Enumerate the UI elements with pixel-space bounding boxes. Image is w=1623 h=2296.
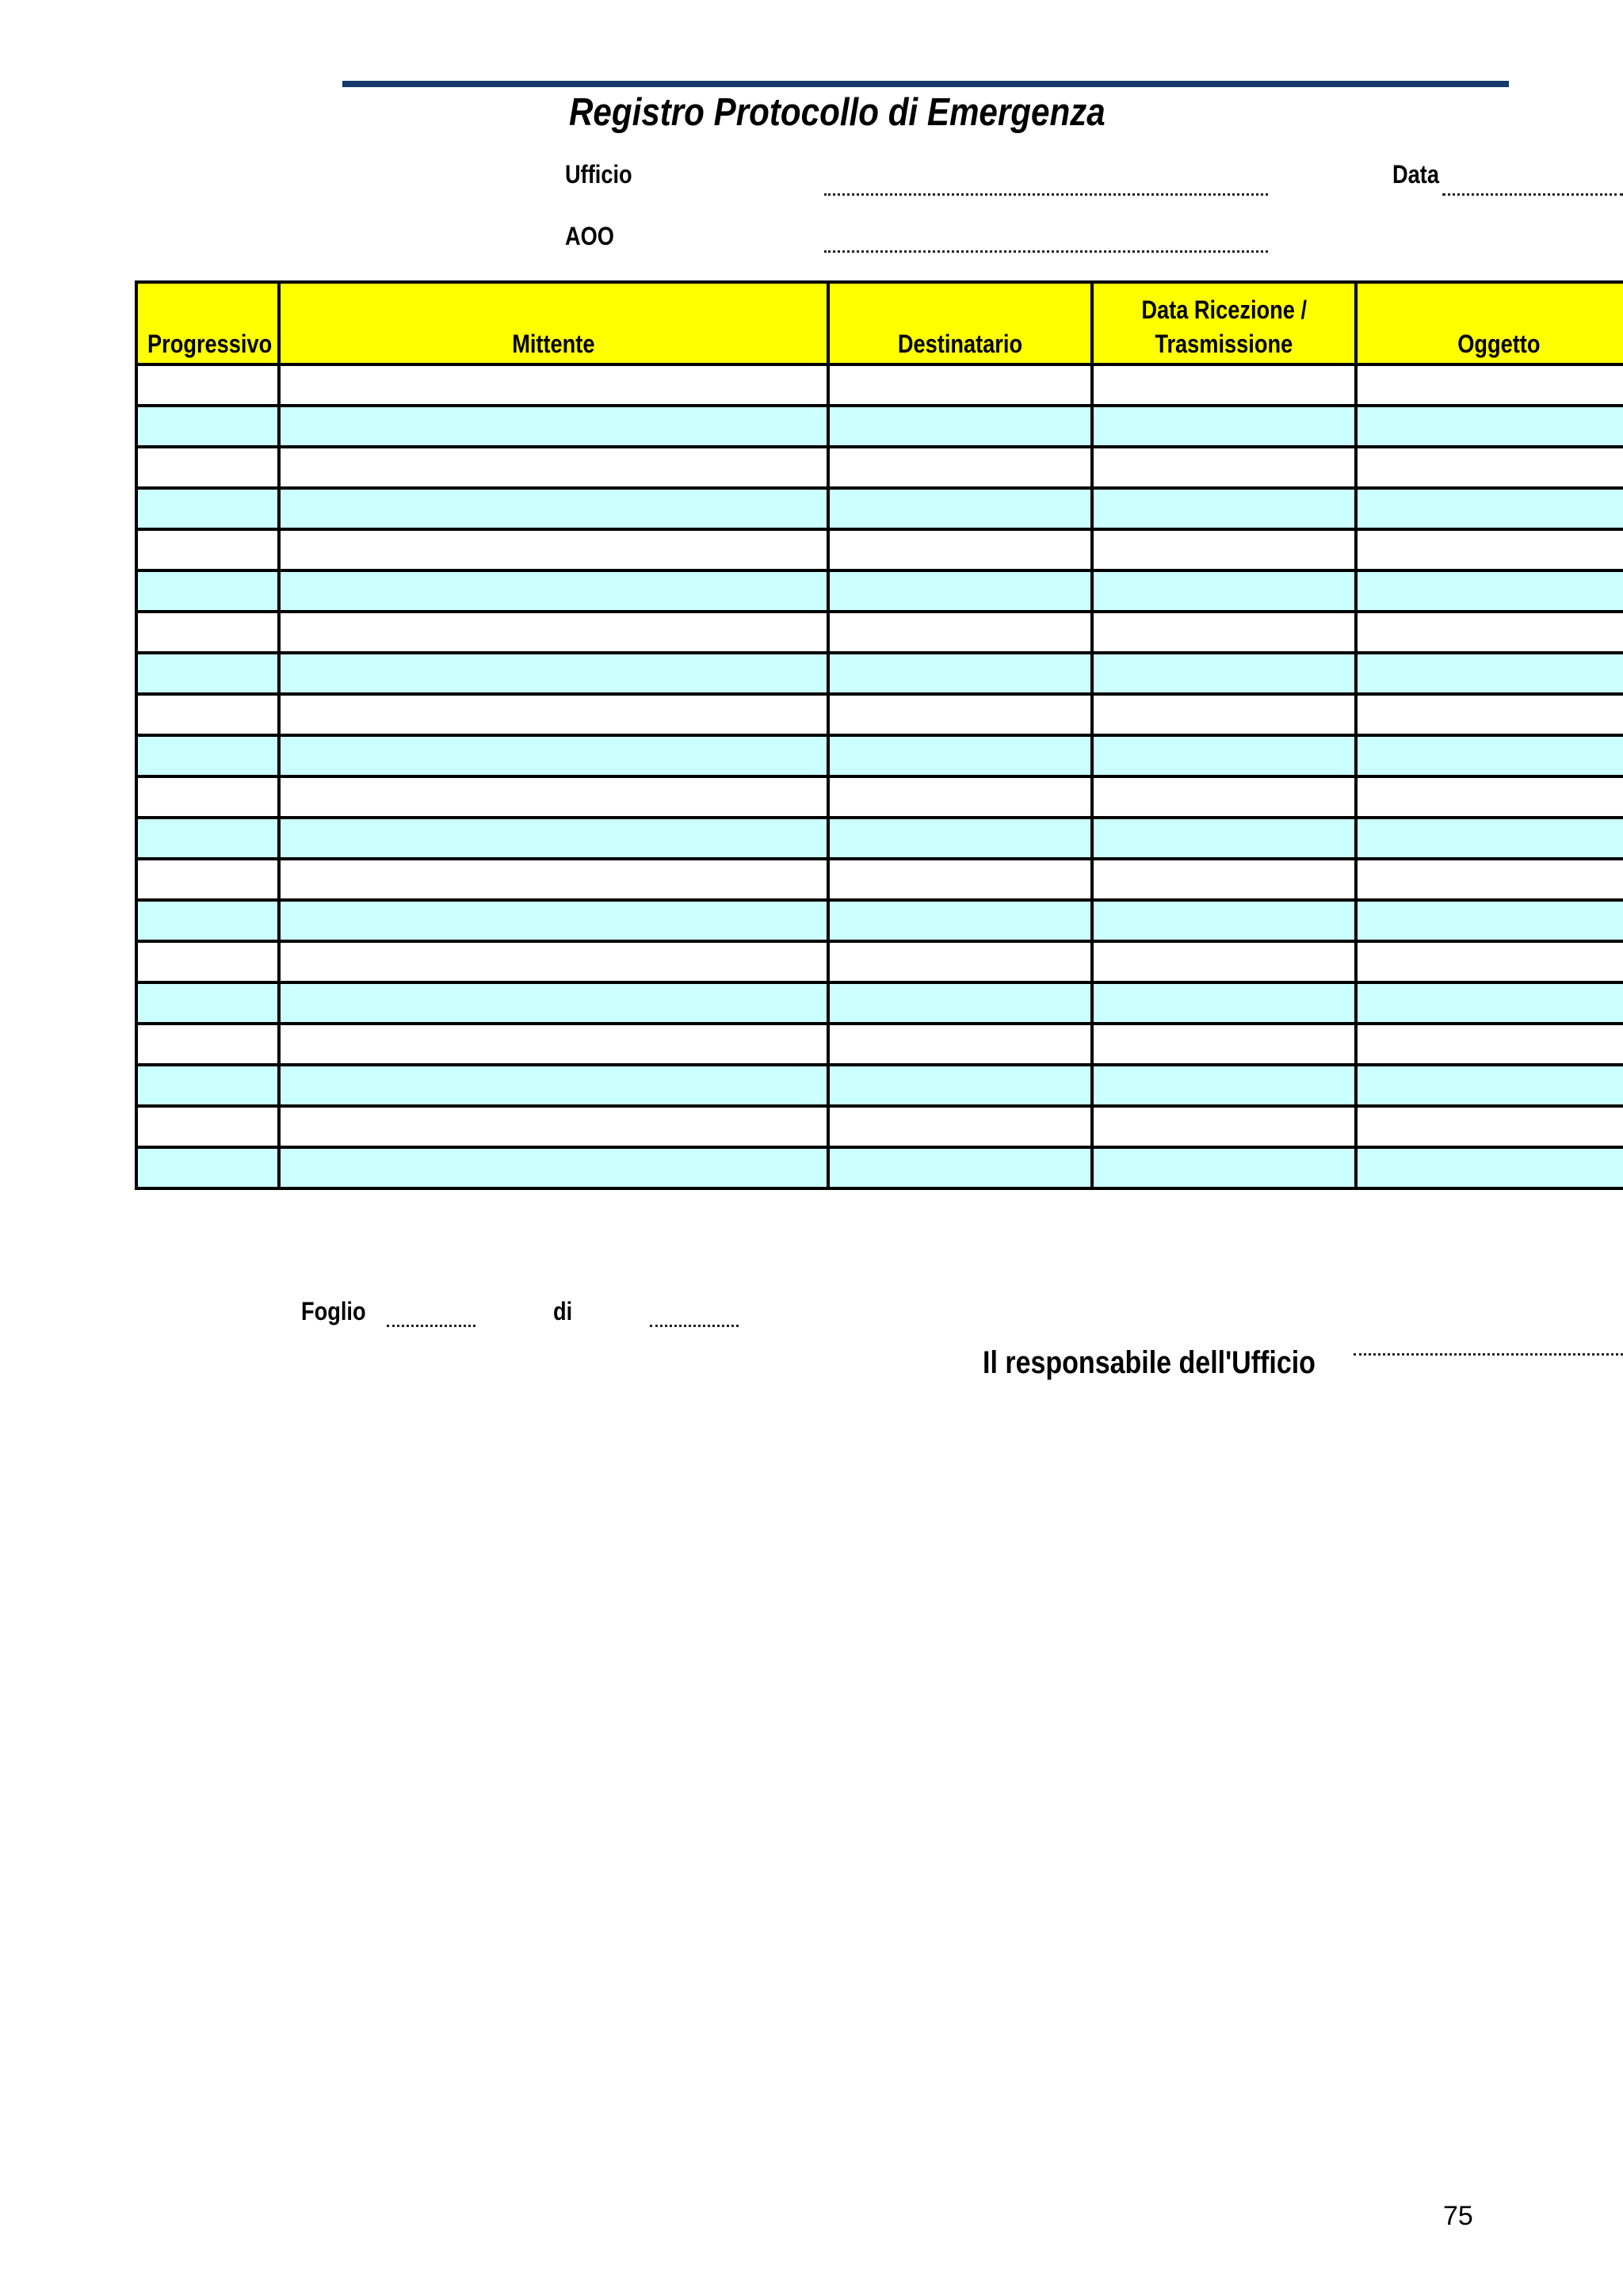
- cell-oggetto[interactable]: [1356, 447, 1623, 488]
- table-row: [136, 776, 1623, 818]
- aoo-field[interactable]: [824, 250, 1268, 253]
- foglio-label: Foglio: [301, 1297, 366, 1325]
- cell-oggetto[interactable]: [1356, 941, 1623, 982]
- data-field[interactable]: [1442, 193, 1623, 196]
- table-row: [136, 1065, 1623, 1106]
- cell-data-ricezione[interactable]: [1092, 735, 1356, 776]
- cell-mittente[interactable]: [279, 570, 828, 612]
- cell-destinatario[interactable]: [828, 447, 1092, 488]
- column-header-progressivo: Progressivo: [136, 282, 279, 364]
- cell-mittente[interactable]: [279, 406, 828, 447]
- table-row: [136, 900, 1623, 941]
- cell-mittente[interactable]: [279, 900, 828, 941]
- foglio-field[interactable]: [387, 1325, 475, 1327]
- cell-oggetto[interactable]: [1356, 735, 1623, 776]
- table-row: [136, 859, 1623, 900]
- cell-progressivo[interactable]: [136, 900, 279, 941]
- cell-progressivo[interactable]: [136, 406, 279, 447]
- cell-progressivo[interactable]: [136, 859, 279, 900]
- table-row: [136, 364, 1623, 406]
- cell-oggetto[interactable]: [1356, 653, 1623, 694]
- cell-data-ricezione[interactable]: [1092, 818, 1356, 859]
- di-label: di: [553, 1297, 573, 1325]
- cell-progressivo[interactable]: [136, 941, 279, 982]
- cell-data-ricezione[interactable]: [1092, 653, 1356, 694]
- cell-progressivo[interactable]: [136, 1024, 279, 1065]
- cell-progressivo[interactable]: [136, 1065, 279, 1106]
- cell-data-ricezione[interactable]: [1092, 529, 1356, 570]
- cell-destinatario[interactable]: [828, 364, 1092, 406]
- cell-destinatario[interactable]: [828, 900, 1092, 941]
- cell-data-ricezione[interactable]: [1092, 900, 1356, 941]
- cell-data-ricezione[interactable]: [1092, 859, 1356, 900]
- cell-destinatario[interactable]: [828, 1106, 1092, 1147]
- data-label: Data: [1392, 160, 1439, 189]
- cell-mittente[interactable]: [279, 982, 828, 1024]
- cell-mittente[interactable]: [279, 776, 828, 818]
- table-row: [136, 570, 1623, 612]
- cell-oggetto[interactable]: [1356, 900, 1623, 941]
- cell-data-ricezione[interactable]: [1092, 612, 1356, 653]
- cell-oggetto[interactable]: [1356, 859, 1623, 900]
- cell-data-ricezione[interactable]: [1092, 694, 1356, 735]
- table-row: [136, 818, 1623, 859]
- table-row: [136, 488, 1623, 529]
- cell-mittente[interactable]: [279, 1106, 828, 1147]
- cell-oggetto[interactable]: [1356, 612, 1623, 653]
- cell-progressivo[interactable]: [136, 735, 279, 776]
- cell-destinatario[interactable]: [828, 612, 1092, 653]
- column-header-oggetto: Oggetto: [1356, 282, 1623, 364]
- cell-mittente[interactable]: [279, 859, 828, 900]
- cell-oggetto[interactable]: [1356, 570, 1623, 612]
- column-header-mittente: Mittente: [279, 282, 828, 364]
- column-header-destinatario: Destinatario: [828, 282, 1092, 364]
- cell-destinatario[interactable]: [828, 941, 1092, 982]
- cell-progressivo[interactable]: [136, 982, 279, 1024]
- cell-progressivo[interactable]: [136, 488, 279, 529]
- cell-destinatario[interactable]: [828, 1065, 1092, 1106]
- cell-destinatario[interactable]: [828, 488, 1092, 529]
- cell-mittente[interactable]: [279, 653, 828, 694]
- cell-destinatario[interactable]: [828, 859, 1092, 900]
- cell-data-ricezione[interactable]: [1092, 1106, 1356, 1147]
- table-row: [136, 941, 1623, 982]
- cell-destinatario[interactable]: [828, 818, 1092, 859]
- responsabile-signature-field[interactable]: [1354, 1353, 1623, 1356]
- cell-destinatario[interactable]: [828, 982, 1092, 1024]
- cell-destinatario[interactable]: [828, 406, 1092, 447]
- cell-destinatario[interactable]: [828, 776, 1092, 818]
- page-number: 75: [1443, 2201, 1473, 2231]
- cell-mittente[interactable]: [279, 447, 828, 488]
- table-row: [136, 1024, 1623, 1065]
- cell-mittente[interactable]: [279, 364, 828, 406]
- di-field[interactable]: [650, 1325, 739, 1327]
- column-header-data-ricezione: Data Ricezione / Trasmissione: [1092, 282, 1356, 364]
- table-row: [136, 735, 1623, 776]
- table-row: [136, 1106, 1623, 1147]
- cell-oggetto[interactable]: [1356, 776, 1623, 818]
- cell-progressivo[interactable]: [136, 776, 279, 818]
- cell-destinatario[interactable]: [828, 570, 1092, 612]
- cell-oggetto[interactable]: [1356, 529, 1623, 570]
- ufficio-field[interactable]: [824, 193, 1268, 196]
- cell-destinatario[interactable]: [828, 653, 1092, 694]
- cell-oggetto[interactable]: [1356, 364, 1623, 406]
- cell-mittente[interactable]: [279, 529, 828, 570]
- cell-data-ricezione[interactable]: [1092, 941, 1356, 982]
- cell-mittente[interactable]: [279, 694, 828, 735]
- cell-progressivo[interactable]: [136, 653, 279, 694]
- cell-data-ricezione[interactable]: [1092, 570, 1356, 612]
- cell-oggetto[interactable]: [1356, 1065, 1623, 1106]
- cell-destinatario[interactable]: [828, 529, 1092, 570]
- header-rule: [342, 81, 1509, 87]
- cell-mittente[interactable]: [279, 1147, 828, 1188]
- cell-progressivo[interactable]: [136, 612, 279, 653]
- cell-progressivo[interactable]: [136, 570, 279, 612]
- cell-mittente[interactable]: [279, 818, 828, 859]
- cell-mittente[interactable]: [279, 735, 828, 776]
- cell-progressivo[interactable]: [136, 364, 279, 406]
- table-row: [136, 447, 1623, 488]
- cell-mittente[interactable]: [279, 612, 828, 653]
- cell-data-ricezione[interactable]: [1092, 1024, 1356, 1065]
- table-row: [136, 612, 1623, 653]
- cell-progressivo[interactable]: [136, 1106, 279, 1147]
- cell-progressivo[interactable]: [136, 818, 279, 859]
- table-header-row: [136, 282, 1623, 364]
- cell-data-ricezione[interactable]: [1092, 776, 1356, 818]
- cell-data-ricezione[interactable]: [1092, 1065, 1356, 1106]
- cell-data-ricezione[interactable]: [1092, 1147, 1356, 1188]
- ufficio-label: Ufficio: [565, 160, 632, 189]
- cell-destinatario[interactable]: [828, 1024, 1092, 1065]
- cell-data-ricezione[interactable]: [1092, 406, 1356, 447]
- cell-progressivo[interactable]: [136, 447, 279, 488]
- cell-progressivo[interactable]: [136, 1147, 279, 1188]
- cell-mittente[interactable]: [279, 941, 828, 982]
- cell-data-ricezione[interactable]: [1092, 447, 1356, 488]
- cell-destinatario[interactable]: [828, 694, 1092, 735]
- table-row: [136, 1147, 1623, 1188]
- cell-oggetto[interactable]: [1356, 694, 1623, 735]
- cell-mittente[interactable]: [279, 488, 828, 529]
- table-row: [136, 406, 1623, 447]
- cell-oggetto[interactable]: [1356, 1106, 1623, 1147]
- cell-oggetto[interactable]: [1356, 1024, 1623, 1065]
- cell-oggetto[interactable]: [1356, 982, 1623, 1024]
- aoo-label: AOO: [565, 222, 614, 250]
- cell-progressivo[interactable]: [136, 694, 279, 735]
- table-row: [136, 694, 1623, 735]
- page-title: Registro Protocollo di Emergenza: [569, 91, 1106, 134]
- table-body: [136, 364, 1623, 1188]
- cell-data-ricezione[interactable]: [1092, 488, 1356, 529]
- cell-destinatario[interactable]: [828, 1147, 1092, 1188]
- table-row: [136, 529, 1623, 570]
- table-row: [136, 982, 1623, 1024]
- cell-destinatario[interactable]: [828, 735, 1092, 776]
- cell-oggetto[interactable]: [1356, 488, 1623, 529]
- cell-data-ricezione[interactable]: [1092, 364, 1356, 406]
- cell-oggetto[interactable]: [1356, 406, 1623, 447]
- cell-progressivo[interactable]: [136, 529, 279, 570]
- cell-oggetto[interactable]: [1356, 818, 1623, 859]
- cell-mittente[interactable]: [279, 1024, 828, 1065]
- table-row: [136, 653, 1623, 694]
- cell-mittente[interactable]: [279, 1065, 828, 1106]
- responsabile-label: Il responsabile dell'Ufficio: [983, 1345, 1316, 1380]
- cell-oggetto[interactable]: [1356, 1147, 1623, 1188]
- protocol-register-table: [135, 280, 1623, 1190]
- cell-data-ricezione[interactable]: [1092, 982, 1356, 1024]
